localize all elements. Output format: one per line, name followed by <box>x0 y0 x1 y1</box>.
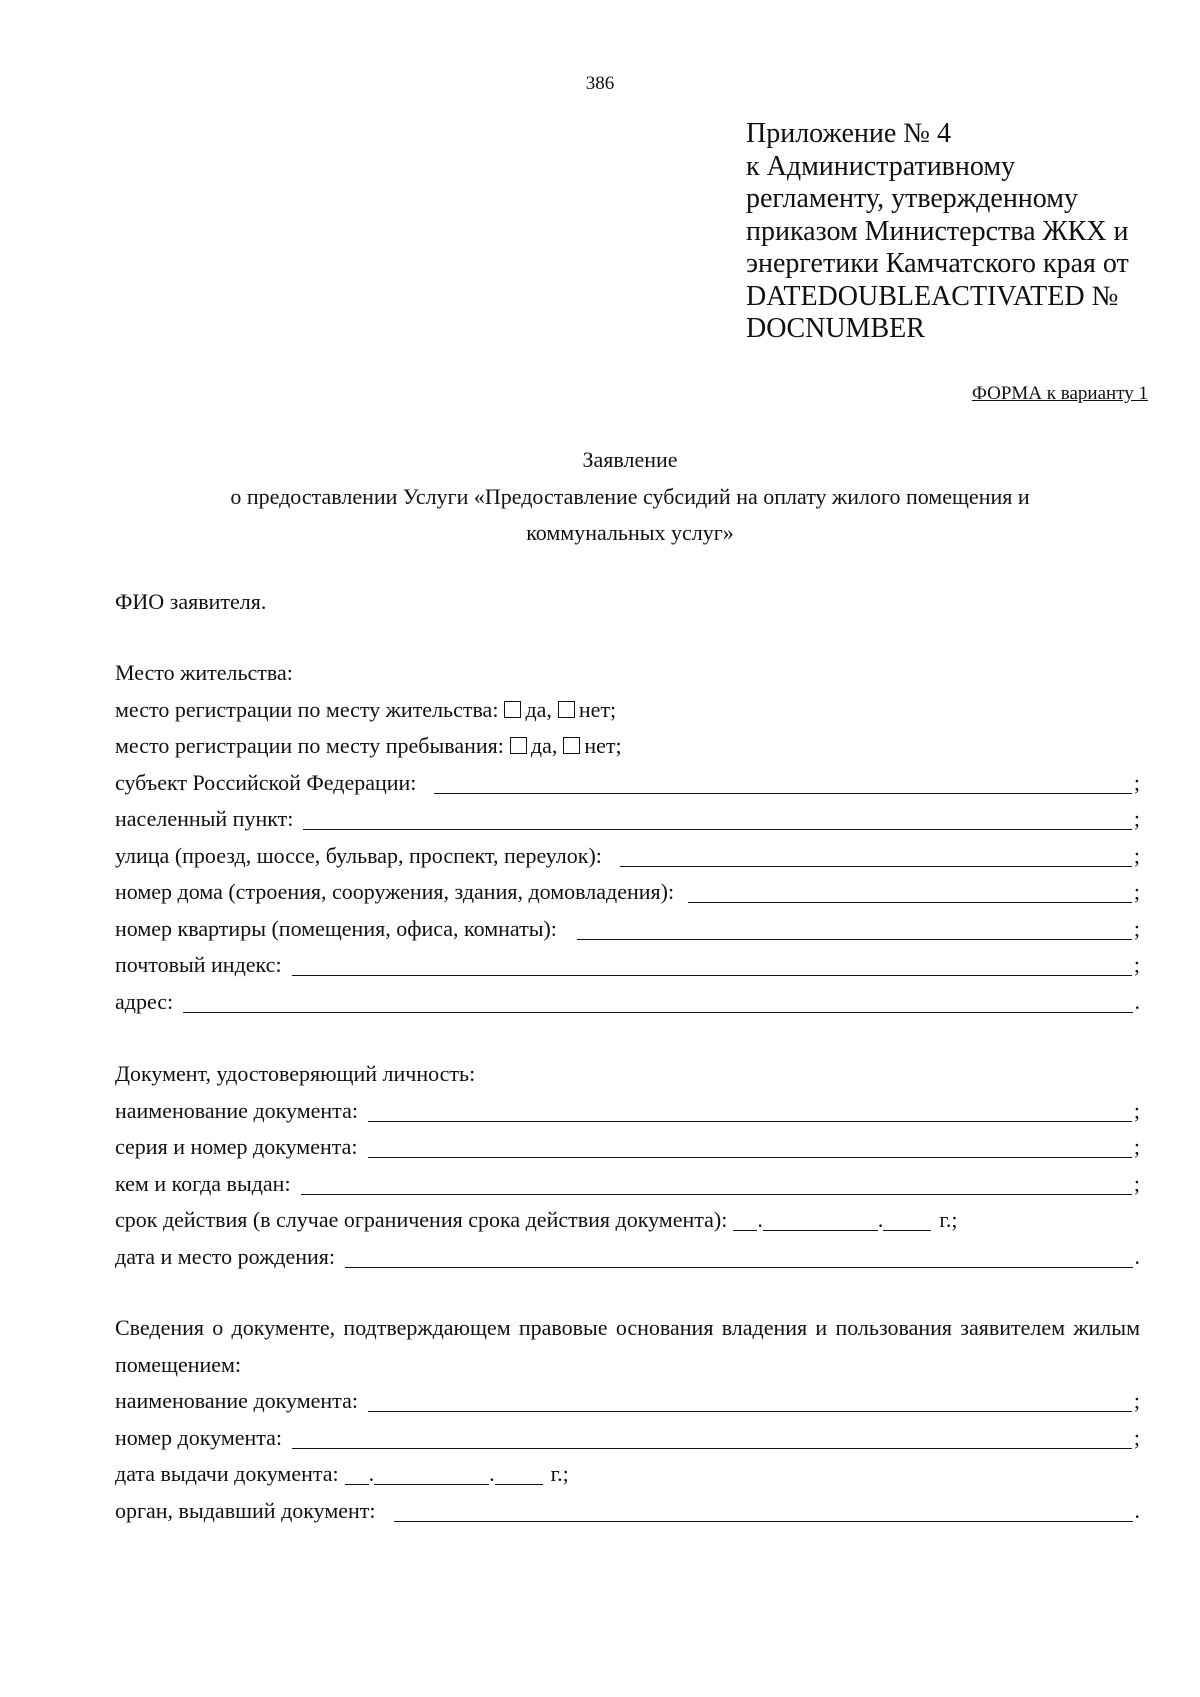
id-doc-name-row <box>115 1093 1140 1130</box>
title-line: о предоставлении Услуги «Предоставление субсидий на оплату жилого помещения и <box>230 483 1030 509</box>
reg-stay-yes-checkbox[interactable] <box>510 737 527 754</box>
ownership-heading: Сведения о документе, подтверждающем правовые основания владения и пользования заявителем жилым помещением: <box>115 1315 1140 1377</box>
series-number-field[interactable] <box>368 1157 1132 1158</box>
line-end-punct: ; <box>1133 1424 1140 1450</box>
identity-section <box>115 1056 1140 1275</box>
issued-by-field[interactable] <box>301 1194 1132 1195</box>
yes-label: да, <box>525 696 552 722</box>
identity-heading: Документ, удостоверяющий личность: <box>115 1061 476 1086</box>
issue-day-field[interactable] <box>345 1484 369 1485</box>
validity-month-field[interactable] <box>763 1230 878 1231</box>
settlement-label: населенный пункт: <box>115 806 294 831</box>
date-dot: . <box>489 1461 495 1486</box>
reg-residence-row <box>115 692 1140 729</box>
postcode-label: почтовый индекс: <box>115 952 282 977</box>
reg-stay-label: место регистрации по месту пребывания: <box>115 733 504 758</box>
page-number: 386 <box>585 73 615 94</box>
postcode-field[interactable] <box>292 975 1132 976</box>
issued-by-label: кем и когда выдан: <box>115 1170 291 1196</box>
street-row <box>115 838 1140 875</box>
line-end-punct: . <box>1134 1243 1140 1269</box>
date-dot: . <box>368 1461 375 1486</box>
date-dot: . <box>877 1207 884 1232</box>
appendix-line: регламенту, утвержденному <box>746 183 1078 214</box>
issue-month-field[interactable] <box>374 1484 489 1485</box>
appendix-line: Приложение № 4 <box>746 118 951 149</box>
line-end-punct: . <box>1134 1497 1140 1523</box>
reg-residence-label: место регистрации по месту жительства: <box>115 696 499 722</box>
issuer-label: орган, выдавший документ: <box>115 1497 376 1523</box>
address-field[interactable] <box>183 1012 1132 1013</box>
line-end-punct: ; <box>1133 915 1140 941</box>
apartment-label: номер квартиры (помещения, офиса, комнаты): <box>115 915 557 941</box>
line-end-punct: ; <box>1133 806 1140 831</box>
own-doc-name-row <box>115 1383 1140 1420</box>
appendix-line: энергетики Камчатского края от <box>746 248 1129 279</box>
appendix-line: DATEDOUBLEACTIVATED № <box>746 280 1119 312</box>
validity-day-field[interactable] <box>733 1230 757 1231</box>
id-doc-name-field[interactable] <box>368 1121 1132 1122</box>
date-dot: . <box>757 1207 763 1232</box>
own-doc-number-row <box>115 1420 1140 1457</box>
residence-section <box>115 655 1140 1020</box>
issue-date-label: дата выдачи документа: <box>115 1461 339 1486</box>
subject-label: субъект Российской Федерации: <box>115 769 417 795</box>
no-label: нет; <box>578 696 617 722</box>
document-title <box>0 442 1200 552</box>
series-number-label: серия и номер документа: <box>115 1134 358 1159</box>
reg-residence-yes-checkbox[interactable] <box>504 701 521 718</box>
street-field[interactable] <box>620 866 1132 867</box>
appendix-line: приказом Министерства ЖКХ и <box>746 215 1129 247</box>
line-end-punct: ; <box>1133 879 1140 904</box>
issued-by-row <box>115 1166 1140 1203</box>
issue-date-row <box>115 1456 1140 1493</box>
title-line: Заявление <box>582 447 678 472</box>
birth-label: дата и место рождения: <box>115 1243 336 1269</box>
house-label: номер дома (строения, сооружения, здания, домовладения): <box>115 879 675 904</box>
title-line: коммунальных услуг» <box>526 520 734 545</box>
postcode-row <box>115 947 1140 984</box>
issuer-field[interactable] <box>394 1521 1133 1522</box>
address-label: адрес: <box>115 988 174 1014</box>
year-suffix: г.; <box>939 1207 958 1232</box>
validity-row <box>115 1202 1140 1239</box>
birth-field[interactable] <box>345 1267 1132 1268</box>
year-suffix: г.; <box>550 1461 569 1486</box>
appendix-line: к Административному <box>746 150 1016 182</box>
issue-year-field[interactable] <box>495 1484 543 1485</box>
own-doc-name-label: наименование документа: <box>115 1388 358 1413</box>
apartment-row <box>115 911 1140 948</box>
own-doc-name-field[interactable] <box>368 1411 1132 1412</box>
line-end-punct: ; <box>1133 1097 1140 1123</box>
validity-year-field[interactable] <box>883 1230 931 1231</box>
applicant-section <box>115 584 1140 621</box>
reg-stay-row <box>115 728 1140 765</box>
line-end-punct: ; <box>1133 769 1140 795</box>
line-end-punct: . <box>1134 988 1140 1014</box>
series-number-row <box>115 1129 1140 1166</box>
apartment-field[interactable] <box>577 939 1132 940</box>
settlement-row <box>115 801 1140 838</box>
house-field[interactable] <box>688 902 1132 903</box>
yes-label: да, <box>530 733 558 758</box>
settlement-field[interactable] <box>303 829 1132 830</box>
line-end-punct: ; <box>1133 1134 1140 1159</box>
appendix-line: DOCNUMBER <box>746 313 925 344</box>
line-end-punct: ; <box>1133 1170 1140 1196</box>
line-end-punct: ; <box>1133 952 1140 977</box>
street-label: улица (проезд, шоссе, бульвар, проспект, переулок): <box>115 842 602 868</box>
line-end-punct: ; <box>1133 1388 1140 1413</box>
validity-label: срок действия (в случае ограничения срока действия документа): <box>115 1207 728 1232</box>
address-row <box>115 984 1140 1021</box>
reg-residence-no-checkbox[interactable] <box>558 701 575 718</box>
subject-row <box>115 765 1140 802</box>
applicant-name-label: ФИО заявителя. <box>115 589 267 614</box>
reg-stay-no-checkbox[interactable] <box>563 737 580 754</box>
issuer-row <box>115 1493 1140 1530</box>
birth-row <box>115 1239 1140 1276</box>
appendix-header <box>746 118 1176 346</box>
own-doc-number-field[interactable] <box>292 1448 1132 1449</box>
own-doc-number-label: номер документа: <box>115 1424 283 1450</box>
line-end-punct: ; <box>1133 842 1140 868</box>
ownership-section <box>115 1310 1140 1529</box>
subject-field[interactable] <box>434 793 1131 794</box>
id-doc-name-label: наименование документа: <box>115 1097 358 1123</box>
residence-heading: Место жительства: <box>115 660 293 685</box>
house-row <box>115 874 1140 911</box>
no-label: нет; <box>584 733 622 758</box>
form-variant-label: ФОРМА к варианту 1 <box>971 383 1148 404</box>
